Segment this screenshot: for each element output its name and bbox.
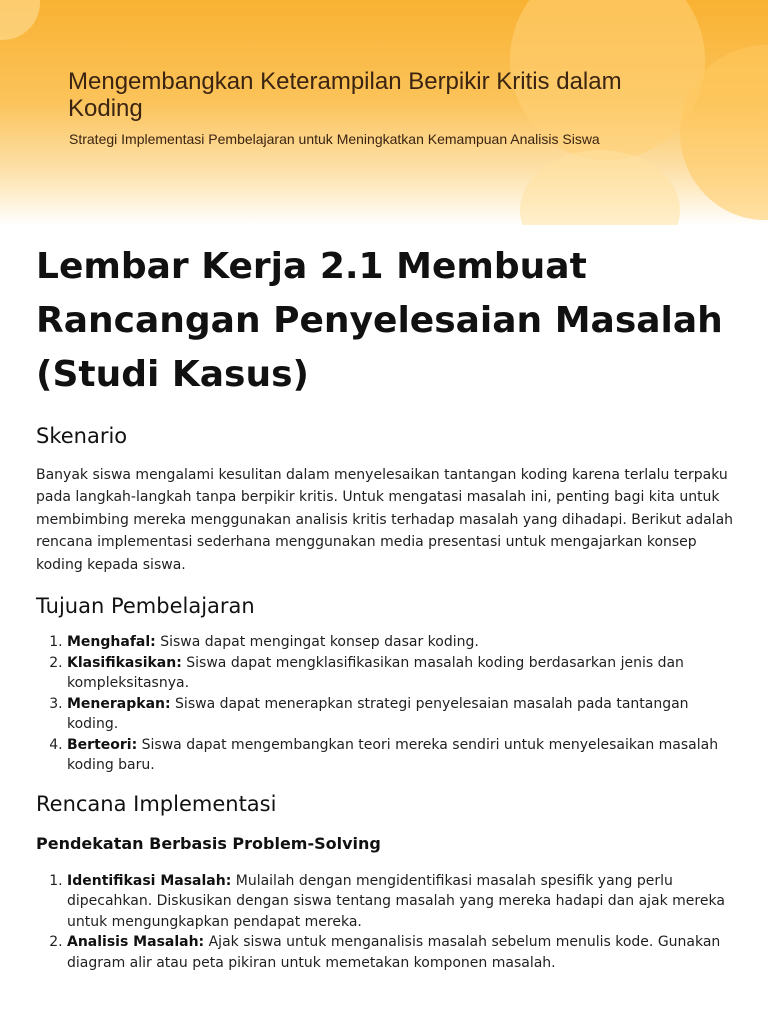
section-heading-objectives: Tujuan Pembelajaran: [36, 594, 255, 619]
list-item-term: Menghafal:: [67, 634, 156, 651]
list-item-text: Siswa dapat mengingat konsep dasar koding.: [155, 634, 479, 651]
list-item-term: Berteori:: [67, 736, 138, 753]
header-title: Mengembangkan Keterampilan Berpikir Kritis dalam Koding: [68, 68, 622, 122]
list-item: [67, 694, 736, 735]
scenario-paragraph: Banyak siswa mengalami kesulitan dalam menyelesaikan tantangan koding karena terlalu terpaku pada langkah-langkah tanpa berpikir kritis. Untuk mengatasi masalah ini, penting bagi kita untuk membimbing mereka menggunakan analisis kritis terhadap masalah yang dihadapi. Berikut adalah rencana implementasi sederhana menggunakan media presentasi untuk mengajarkan konsep koding kepada siswa.: [36, 467, 734, 573]
list-item-term: Analisis Masalah:: [67, 934, 205, 951]
list-item-term: Klasifikasikan:: [67, 654, 182, 671]
list-item: [67, 653, 736, 694]
main-content: [36, 240, 736, 973]
subsection-heading: Pendekatan Berbasis Problem-Solving: [36, 833, 381, 853]
list-item: [67, 735, 736, 776]
decorative-circle: [0, 0, 40, 40]
implementation-list: [36, 871, 736, 974]
section-heading-implementation: Rencana Implementasi: [36, 791, 277, 816]
decorative-circle: [520, 150, 680, 225]
list-item: [67, 932, 736, 973]
list-item-text: Ajak siswa untuk menganalisis masalah sebelum menulis kode. Gunakan diagram alir atau peta pikiran untuk memetakan komponen masalah.: [67, 934, 721, 971]
header-banner: [0, 0, 768, 225]
header-subtitle: Strategi Implementasi Pembelajaran untuk Meningkatkan Kemampuan Analisis Siswa: [69, 131, 600, 147]
list-item-text: Siswa dapat menerapkan strategi penyelesaian masalah pada tantangan koding.: [67, 695, 689, 733]
list-item-term: Menerapkan:: [67, 695, 171, 712]
objectives-list: [36, 632, 736, 776]
list-item-term: Identifikasi Masalah:: [67, 872, 232, 889]
list-item-text: Siswa dapat mengembangkan teori mereka sendiri untuk menyelesaikan masalah koding baru.: [67, 736, 719, 774]
list-item-text: Siswa dapat mengklasifikasikan masalah koding berdasarkan jenis dan kompleksitasnya.: [67, 654, 684, 692]
list-item: [67, 871, 736, 933]
list-item-text: Mulailah dengan mengidentifikasi masalah spesifik yang perlu dipecahkan. Diskusikan dengan siswa tentang masalah yang mereka hadapi dan ajak mereka untuk mengungkapkan pendapat mereka.: [67, 872, 725, 930]
section-heading-scenario: Skenario: [36, 424, 128, 448]
worksheet-title: Lembar Kerja 2.1 Membuat Rancangan Penyelesaian Masalah (Studi Kasus): [36, 246, 723, 395]
list-item: [67, 632, 736, 653]
